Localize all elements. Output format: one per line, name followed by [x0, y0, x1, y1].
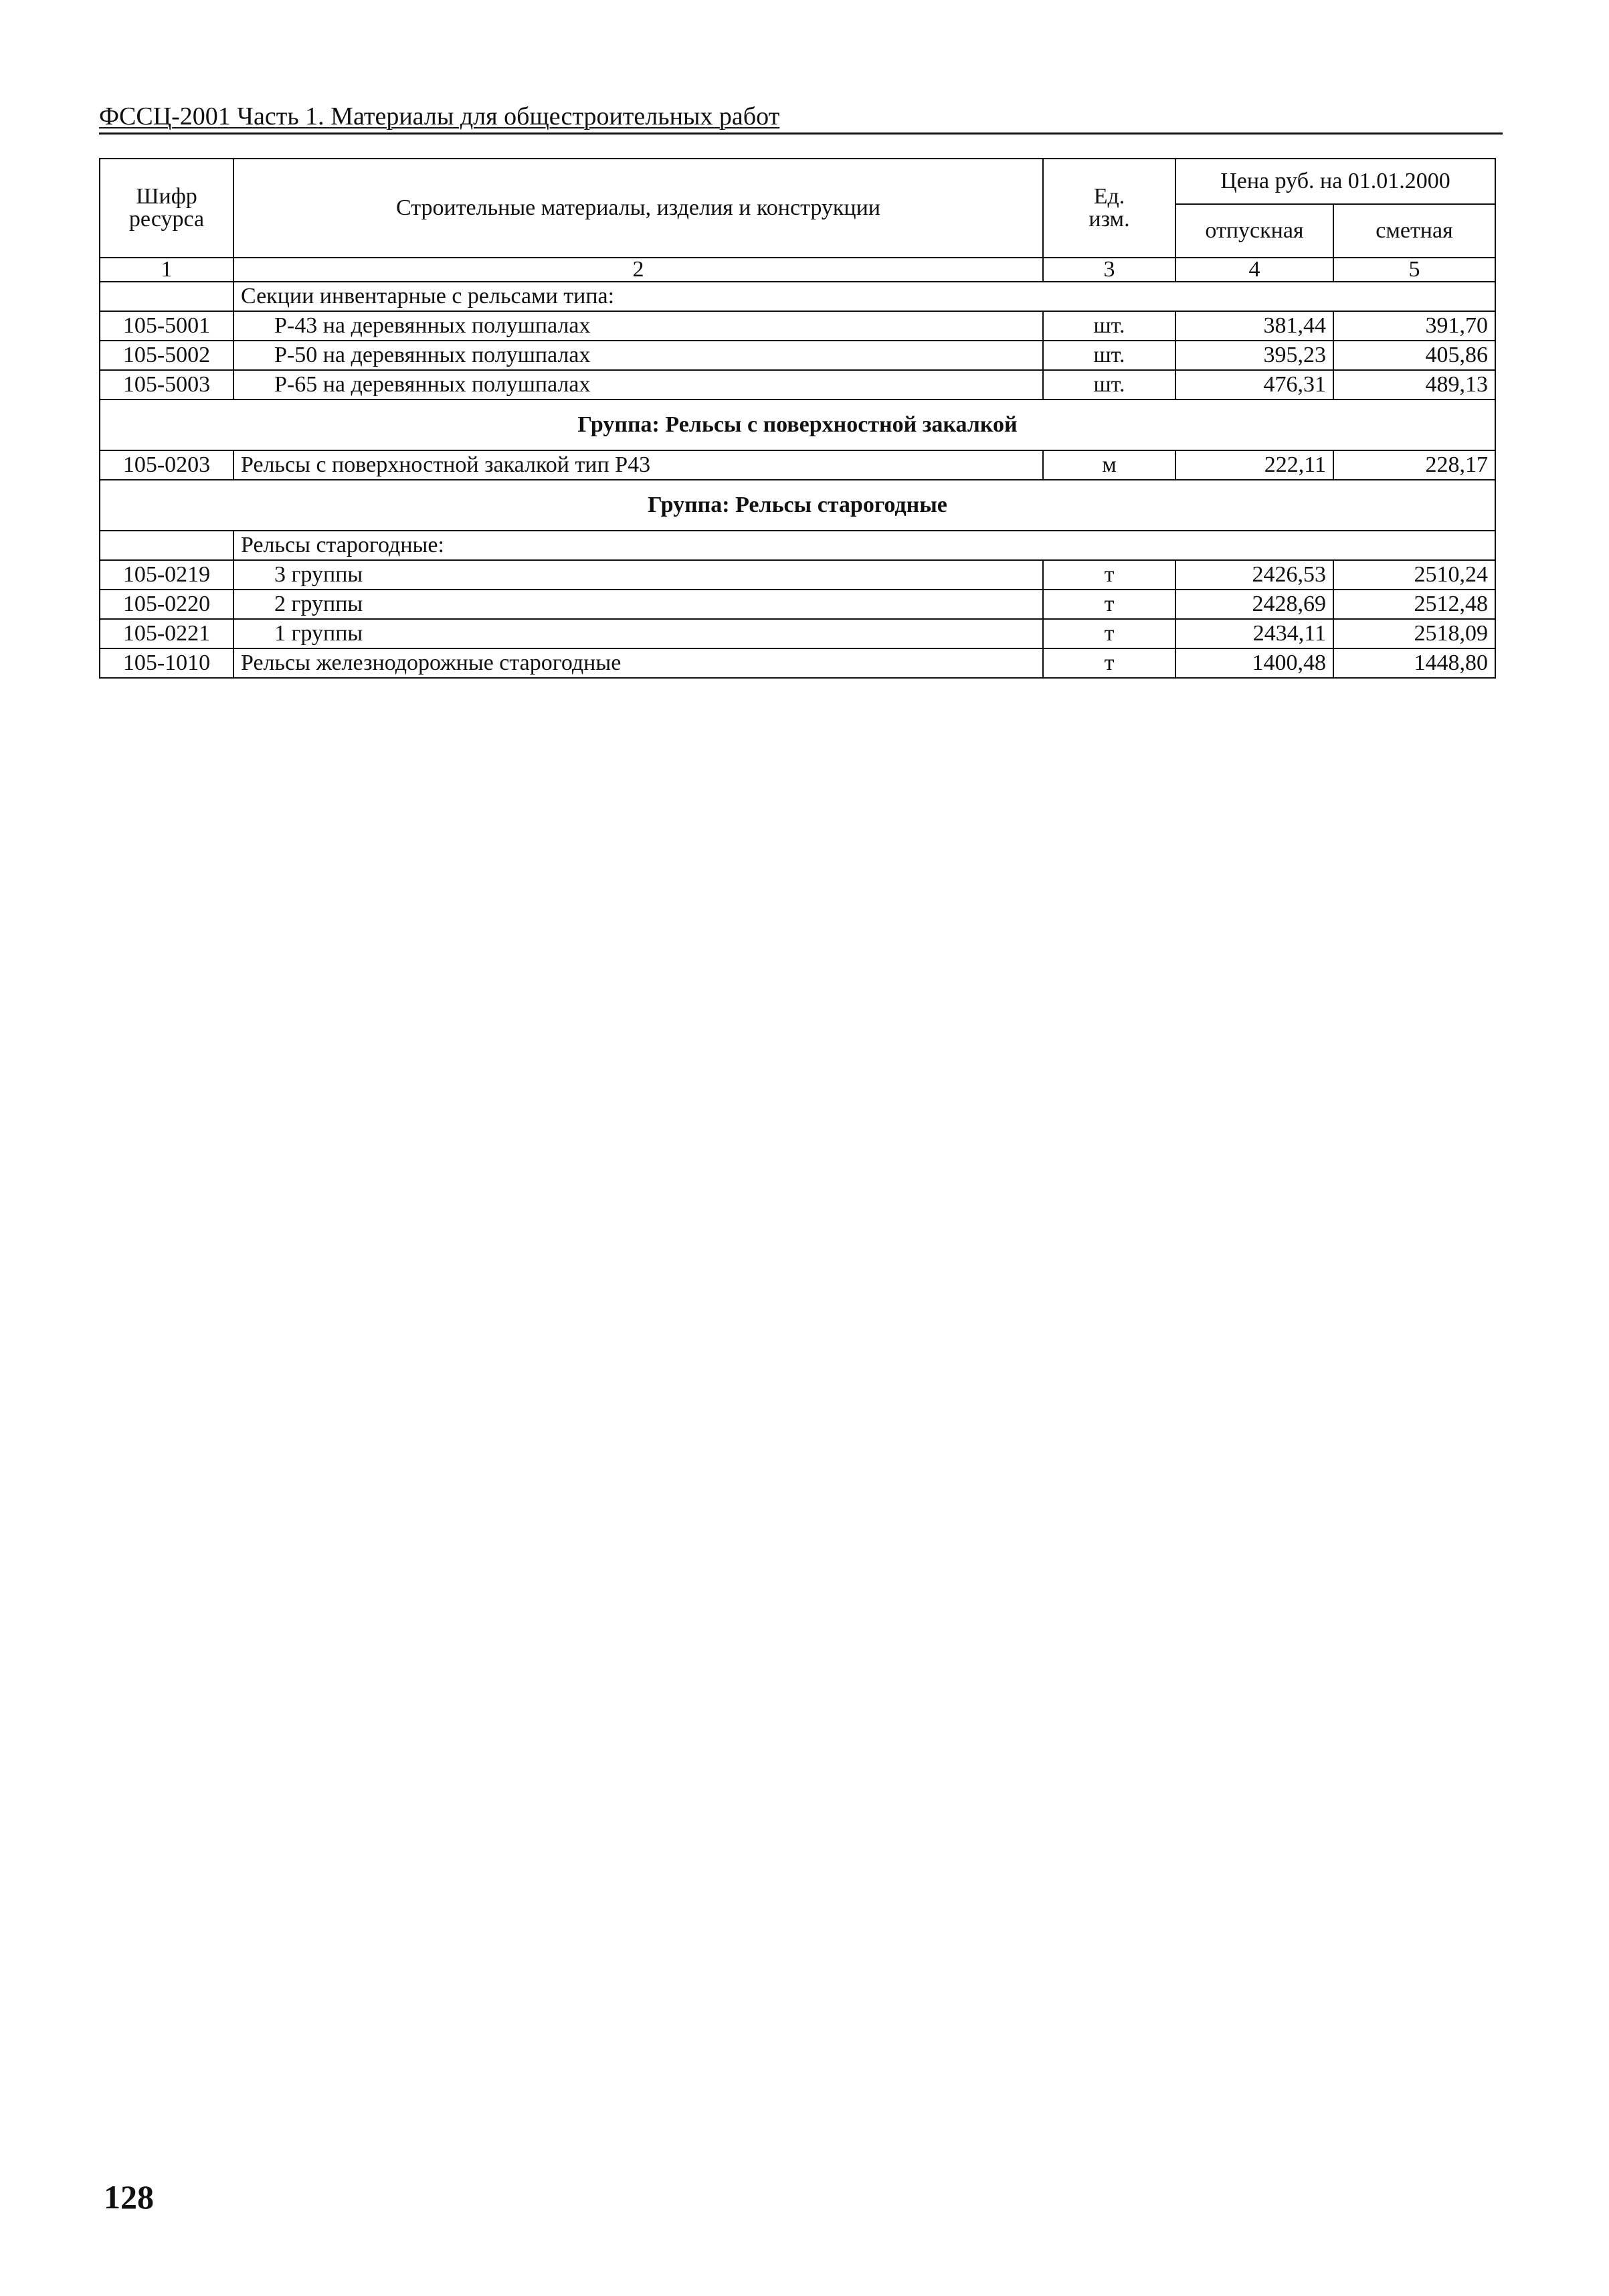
page-header: [99, 100, 1503, 135]
column-number: 1: [100, 258, 233, 282]
release-price: 222,11: [1175, 450, 1333, 480]
table-header-row-1: [100, 159, 1495, 204]
column-number: 2: [233, 258, 1043, 282]
item-name: 3 группы: [233, 560, 1043, 590]
column-header-price: Цена руб. на 01.01.2000: [1175, 159, 1495, 204]
table-row: [100, 560, 1495, 590]
group-title-row: [100, 400, 1495, 450]
resource-code: 105-1010: [100, 648, 233, 678]
section-title-row: [100, 531, 1495, 560]
column-header-estimate-price: сметная: [1333, 204, 1495, 258]
item-name: 1 группы: [233, 619, 1043, 648]
estimate-price: 2512,48: [1333, 590, 1495, 619]
resource-code: 105-0221: [100, 619, 233, 648]
column-number: 5: [1333, 258, 1495, 282]
item-name: 2 группы: [233, 590, 1043, 619]
table-row: [100, 619, 1495, 648]
release-price: 2434,11: [1175, 619, 1333, 648]
estimate-price: 1448,80: [1333, 648, 1495, 678]
header-title: ФССЦ-2001 Часть 1. Материалы для общестроительных работ: [99, 102, 780, 130]
release-price: 2428,69: [1175, 590, 1333, 619]
page-number: 128: [104, 2178, 154, 2216]
release-price: 381,44: [1175, 311, 1333, 341]
resource-code: 105-5002: [100, 341, 233, 370]
group-title: Группа: Рельсы с поверхностной закалкой: [100, 400, 1495, 450]
item-unit: т: [1043, 648, 1175, 678]
release-price: 2426,53: [1175, 560, 1333, 590]
item-unit: т: [1043, 619, 1175, 648]
column-header-release-price: отпускная: [1175, 204, 1333, 258]
column-header-unit: Ед. изм.: [1043, 159, 1175, 258]
estimate-price: 228,17: [1333, 450, 1495, 480]
item-unit: м: [1043, 450, 1175, 480]
table-row: [100, 311, 1495, 341]
section-title: Рельсы старогодные:: [233, 531, 1495, 560]
item-name: Рельсы железнодорожные старогодные: [233, 648, 1043, 678]
item-unit: шт.: [1043, 311, 1175, 341]
estimate-price: 2518,09: [1333, 619, 1495, 648]
resource-code: 105-0220: [100, 590, 233, 619]
table-row: [100, 590, 1495, 619]
resource-code: 105-5003: [100, 370, 233, 400]
release-price: 395,23: [1175, 341, 1333, 370]
column-header-code: Шифр ресурса: [100, 159, 233, 258]
release-price: 476,31: [1175, 370, 1333, 400]
group-title: Группа: Рельсы старогодные: [100, 480, 1495, 531]
table-row: [100, 450, 1495, 480]
estimate-price: 405,86: [1333, 341, 1495, 370]
item-name: Р-50 на деревянных полушпалах: [233, 341, 1043, 370]
estimate-price: 391,70: [1333, 311, 1495, 341]
column-header-name: Строительные материалы, изделия и конструкции: [233, 159, 1043, 258]
resource-code: 105-5001: [100, 311, 233, 341]
item-unit: т: [1043, 560, 1175, 590]
column-number: 3: [1043, 258, 1175, 282]
column-number: 4: [1175, 258, 1333, 282]
table-row: [100, 648, 1495, 678]
section-title: Секции инвентарные с рельсами типа:: [233, 282, 1495, 311]
section-title-row: [100, 282, 1495, 311]
group-title-row: [100, 480, 1495, 531]
item-name: Рельсы с поверхностной закалкой тип Р43: [233, 450, 1043, 480]
item-unit: шт.: [1043, 341, 1175, 370]
item-name: Р-43 на деревянных полушпалах: [233, 311, 1043, 341]
item-unit: т: [1043, 590, 1175, 619]
release-price: 1400,48: [1175, 648, 1333, 678]
empty-cell: [100, 531, 233, 560]
estimate-price: 489,13: [1333, 370, 1495, 400]
empty-cell: [100, 282, 233, 311]
estimate-price: 2510,24: [1333, 560, 1495, 590]
item-name: Р-65 на деревянных полушпалах: [233, 370, 1043, 400]
table-row: [100, 341, 1495, 370]
column-numbers-row: [100, 258, 1495, 282]
resource-code: 105-0203: [100, 450, 233, 480]
item-unit: шт.: [1043, 370, 1175, 400]
price-table: [99, 158, 1496, 679]
table-row: [100, 370, 1495, 400]
resource-code: 105-0219: [100, 560, 233, 590]
